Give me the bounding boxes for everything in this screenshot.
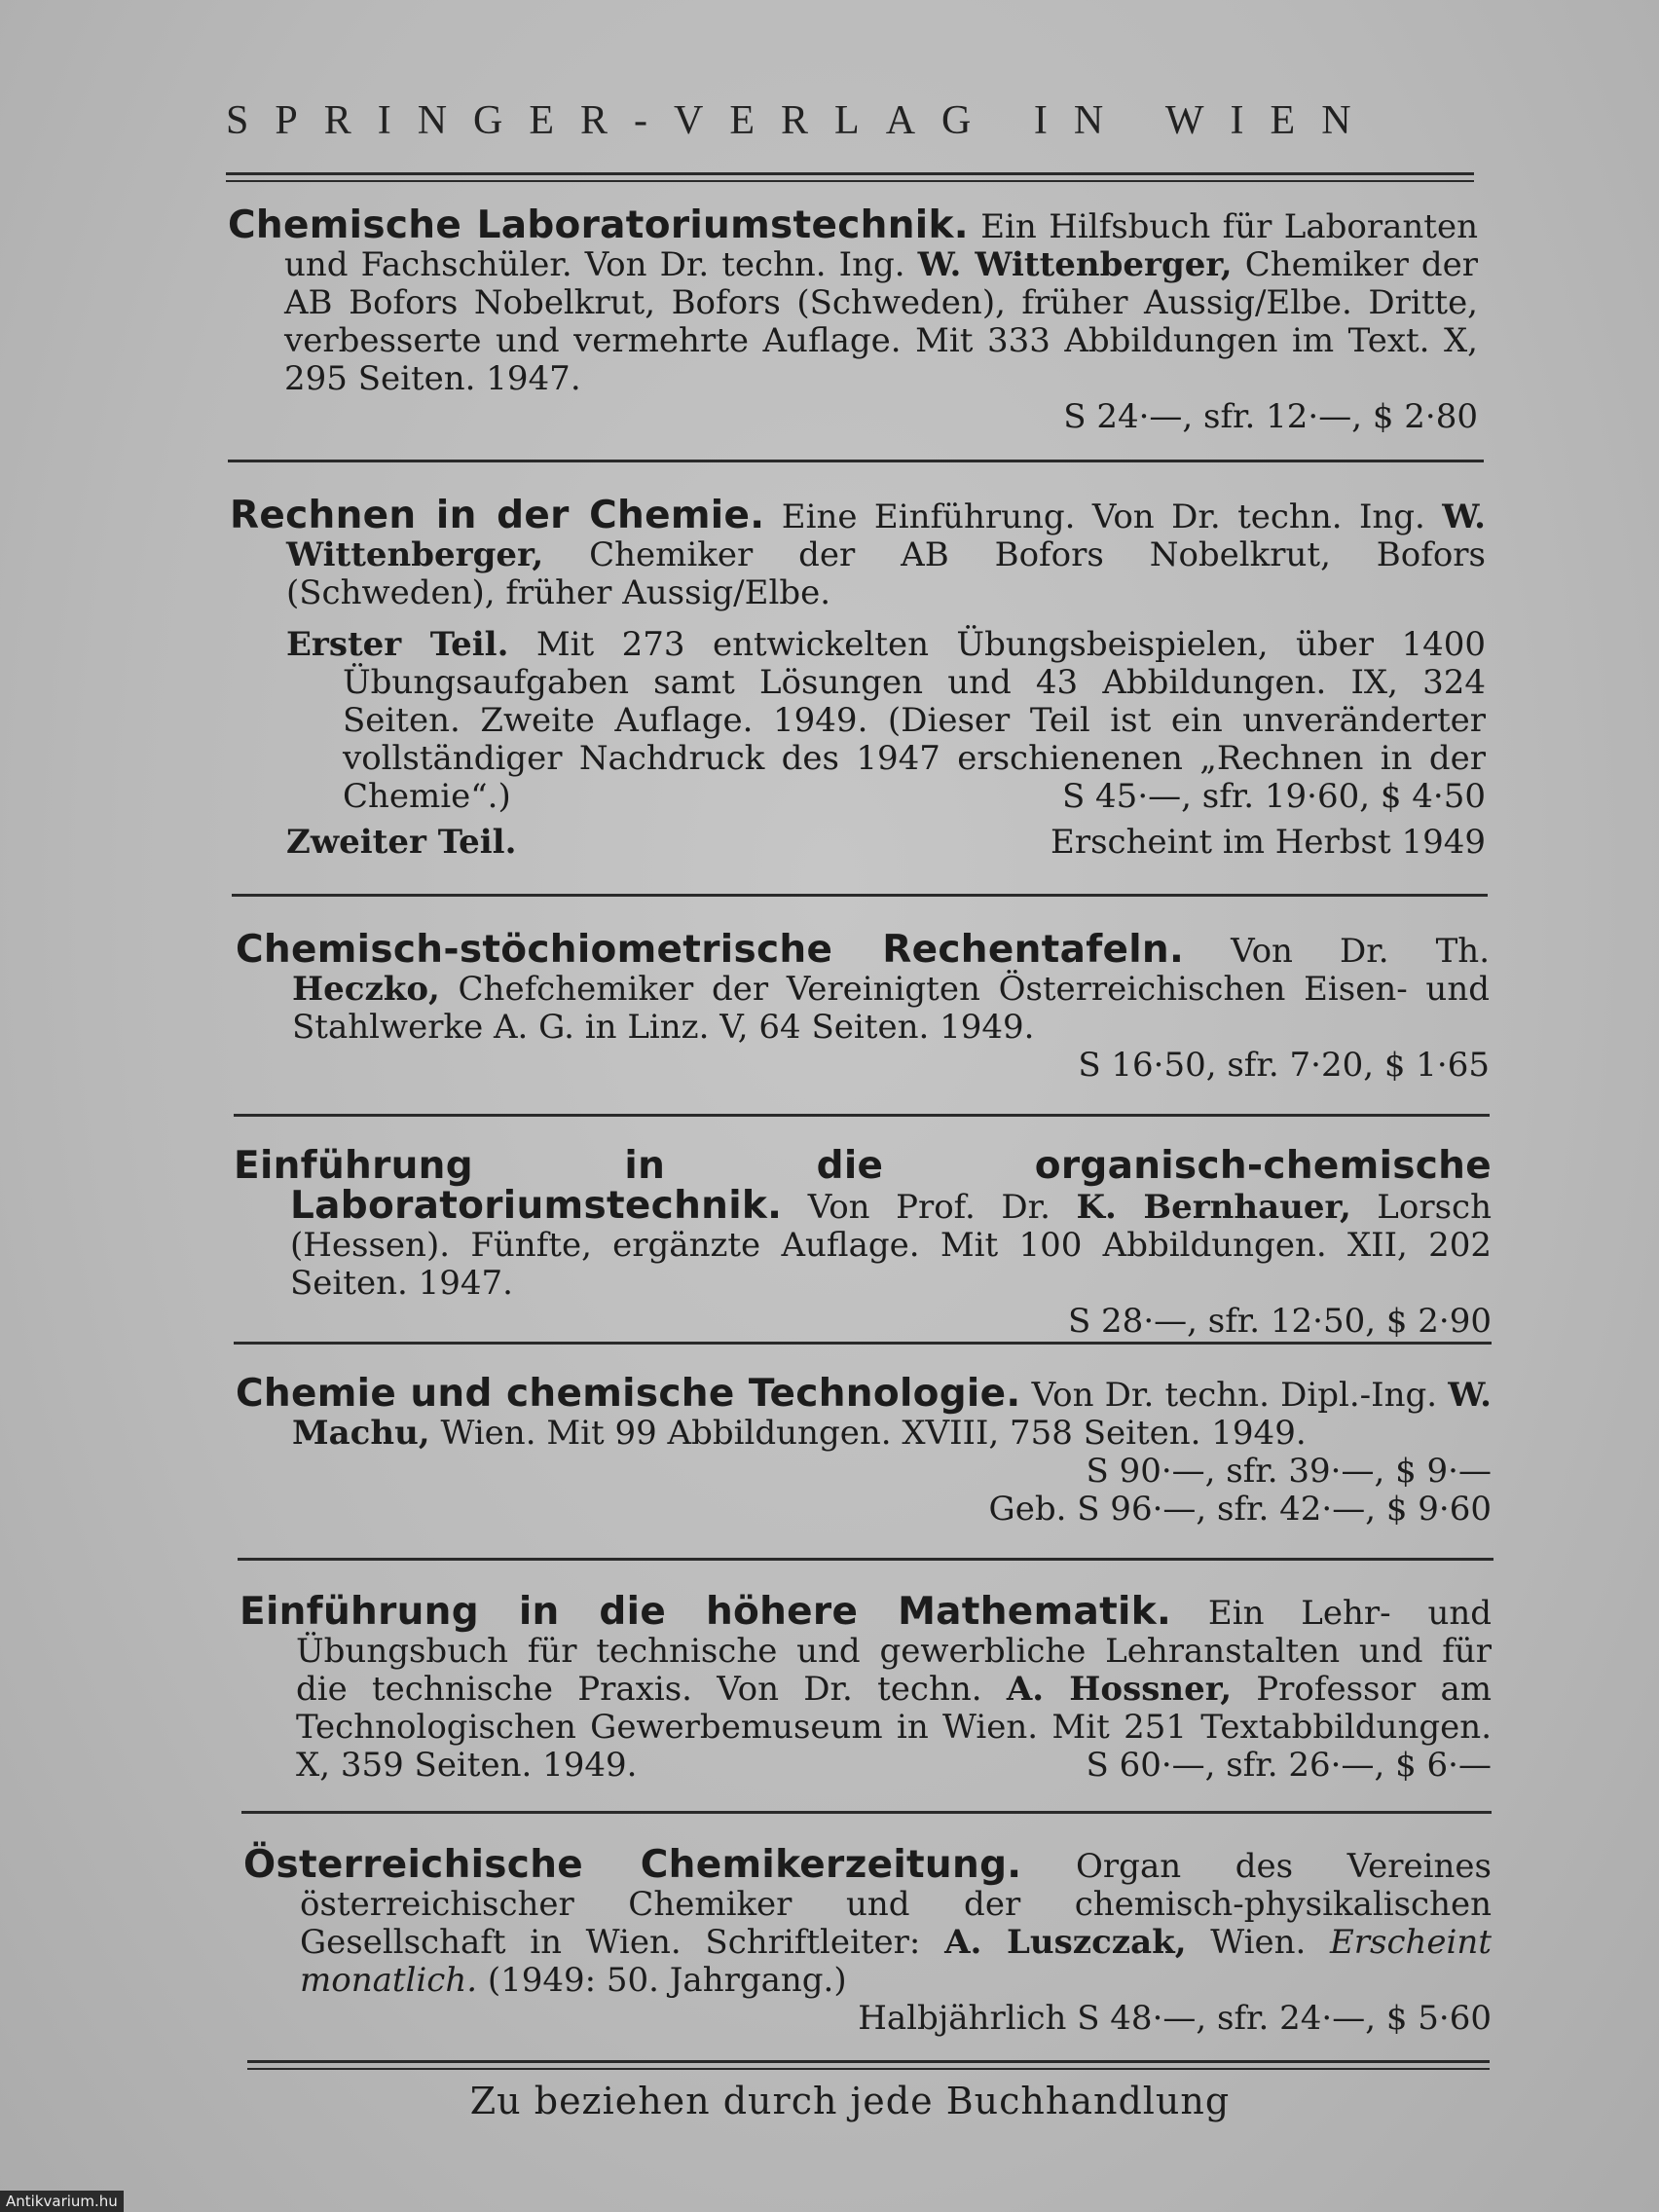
book-title: Chemie und chemische Technologie.	[236, 1372, 1021, 1416]
entry-text: Von Dr. Th.	[1184, 932, 1490, 971]
entry-description	[236, 928, 1490, 1047]
price: S 45·—, sfr. 19·60, $ 4·50	[1061, 777, 1486, 816]
entry-text: Lorsch (Hessen). Fünfte, ergänzte Auflage. Mit 100 Abbildungen. XII, 202 Seiten. 1947.	[290, 1188, 1492, 1303]
journal-entry	[243, 1843, 1492, 2038]
entry-description	[234, 1144, 1492, 1303]
footer-note: Zu beziehen durch jede Buchhandlung	[469, 2080, 1231, 2122]
entry-text: Professor am Technologischen Gewerbemuseum in Wien. Mit 251 Textabbildungen. X, 359 Seiten. 1949.	[296, 1670, 1492, 1785]
book-title: Chemisch-stöchiometrische Rechentafeln.	[236, 928, 1185, 972]
book-entry	[230, 494, 1486, 862]
publication-note: Erscheint im Herbst 1949	[1051, 823, 1486, 862]
entry-text: Organ des Vereines österreichischer Chemiker und der chemisch-physikalischen Gesellschaft in Wien. Schriftleiter:	[300, 1847, 1492, 1962]
entry-text: (1949: 50. Jahrgang.)	[477, 1961, 847, 2000]
price: S 24·—, sfr. 12·—, $ 2·80	[1063, 397, 1478, 436]
book-entry	[240, 1590, 1492, 1785]
entry-text: Ein Lehr- und Übungsbuch für technische und gewerbliche Lehranstalten und für die technische Praxis. Von Dr. techn.	[296, 1594, 1492, 1709]
editor-name: A. Luszczak,	[944, 1923, 1187, 1962]
publisher-header: SPRINGER-VERLAG IN WIEN	[226, 98, 1378, 143]
entry-text: Eine Einführung. Von Dr. techn. Ing.	[764, 498, 1443, 536]
divider	[241, 1811, 1492, 1814]
part-label: Zweiter Teil.	[286, 823, 517, 862]
book-entry	[234, 1144, 1492, 1341]
entry-text: Von Dr. techn. Dipl.-Ing.	[1020, 1376, 1449, 1415]
frequency-note: Erscheint monatlich.	[300, 1923, 1492, 2000]
entry-text: Wien. Mit 99 Abbildungen. XVIII, 758 Seiten. 1949.	[429, 1414, 1307, 1453]
entry-description	[243, 1843, 1492, 2000]
price: S 16·50, sfr. 7·20, $ 1·65	[1078, 1046, 1490, 1085]
watermark: Antikvarium.hu	[0, 2191, 124, 2212]
book-entry	[228, 203, 1478, 436]
price: S 60·—, sfr. 26·—, $ 6·—	[1086, 1746, 1492, 1785]
journal-title: Österreichische Chemikerzeitung.	[243, 1843, 1022, 1887]
entry-description	[228, 203, 1478, 398]
entry-text: Wien.	[1186, 1923, 1330, 1962]
book-title: Rechnen in der Chemie.	[230, 494, 765, 537]
book-title: Einführung in die höhere Mathematik.	[240, 1590, 1172, 1634]
price: S 28·—, sfr. 12·50, $ 2·90	[1067, 1302, 1492, 1341]
footer-divider	[247, 2060, 1490, 2070]
divider	[234, 1342, 1492, 1345]
divider	[234, 1114, 1490, 1117]
part-two	[230, 824, 1486, 862]
author-name: W. Machu,	[292, 1376, 1492, 1453]
author-name: W. Wittenberger,	[917, 245, 1233, 284]
entry-text: Chefchemiker der Vereinigten Österreichischen Eisen- und Stahlwerke A. G. in Linz. V, 64 Seiten. 1949.	[292, 970, 1490, 1047]
part-text: Mit 273 entwickelten Übungsbeispielen, über 1400 Übungsaufgaben samt Lösungen und 43 Abbildungen. IX, 324 Seiten. Zweite Auflage. 1949. (Dieser Teil ist ein unveränderter vollständiger Nachdruck des 1947 erschienenen „Rechnen in der Chemie“.)	[343, 625, 1486, 816]
author-name: A. Hossner,	[1006, 1670, 1233, 1709]
entry-description	[230, 494, 1486, 612]
book-entry	[236, 1372, 1492, 1529]
subscription-price: Halbjährlich S 48·—, sfr. 24·—, $ 5·60	[858, 1999, 1492, 2038]
divider	[238, 1558, 1493, 1561]
author-name: K. Bernhauer,	[1076, 1188, 1351, 1227]
book-title: Einführung in die organisch-chemische Laboratoriumstechnik.	[234, 1144, 1492, 1228]
entry-text: Chemiker der AB Bofors Nobelkrut, Bofors (Schweden), früher Aussig/Elbe. Dritte, verbesserte und vermehrte Auflage. Mit 333 Abbildungen im Text. X, 295 Seiten. 1947.	[284, 245, 1478, 398]
entry-text: Von Prof. Dr.	[782, 1188, 1077, 1227]
entry-text: Chemiker der AB Bofors Nobelkrut, Bofors (Schweden), früher Aussig/Elbe.	[286, 535, 1486, 612]
entry-text: Ein Hilfsbuch für Laboranten und Fachschüler. Von Dr. techn. Ing.	[284, 207, 1478, 284]
part-label: Erster Teil.	[286, 625, 509, 664]
price: S 90·—, sfr. 39·—, $ 9·—	[1086, 1452, 1492, 1491]
book-title: Chemische Laboratoriumstechnik.	[228, 203, 969, 247]
author-name: W. Wittenberger,	[286, 498, 1486, 574]
header-divider	[226, 172, 1474, 182]
book-entry	[236, 928, 1490, 1085]
entry-description	[236, 1372, 1492, 1453]
price-bound: Geb. S 96·—, sfr. 42·—, $ 9·60	[988, 1490, 1492, 1529]
divider	[228, 460, 1484, 462]
author-name: Heczko,	[292, 970, 440, 1009]
divider	[232, 894, 1488, 897]
